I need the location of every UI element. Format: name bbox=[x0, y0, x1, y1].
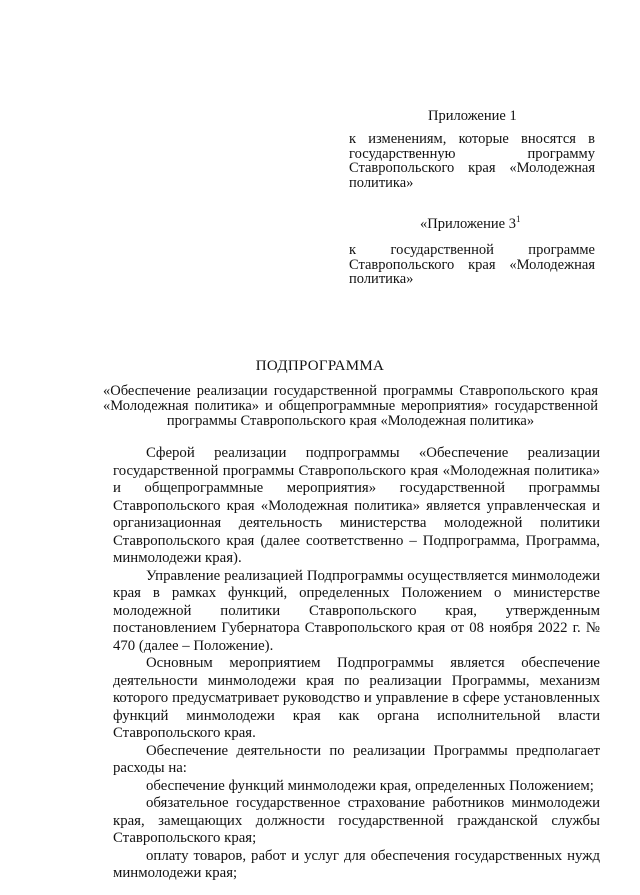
document-body bbox=[113, 445, 600, 883]
annex-1-title: Приложение 1 bbox=[428, 108, 517, 124]
paragraph-expenses-intro: Обеспечение деятельности по реализации Программы предполагает расходы на: bbox=[113, 742, 600, 776]
annex-2-superscript: 1 bbox=[515, 214, 521, 224]
document-title: ПОДПРОГРАММА bbox=[255, 358, 385, 374]
list-item-payments: оплату товаров, работ и услуг для обеспечения государственных нужд минмолодежи края; bbox=[113, 847, 600, 881]
paragraph-scope: Сферой реализации подпрограммы «Обеспечение реализации государственной программы Ставропольского края «Молодежная политика» и общепрограммные мероприятия» государственной программы Ставропольского края «Молодежная политика» является управленческая и организационная деятельность министерства молодежной политики Ставропольского края (далее соответственно – Подпрограмма, Программа, минмолодежи края). bbox=[113, 445, 600, 566]
paragraph-management: Управление реализацией Подпрограммы осуществляется минмолодежи края в рамках функций, определенных Положением о министерстве молодежной политики Ставропольского края, утвержденным постановлением Губернатора Ставропольского края от 08 ноября 2022 г. № 470 (далее – Положение). bbox=[113, 567, 600, 654]
annex-2-text: к государственной программе Ставропольского края «Молодежная политика» bbox=[349, 242, 595, 287]
list-item-insurance: обязательное государственное страхование работников минмолодежи края, замещающих должности государственной гражданской службы Ставропольского края; bbox=[113, 795, 600, 846]
annex-1-text: к изменениям, которые вносятся в государственную программу Ставропольского края «Молодежная политика» bbox=[349, 131, 595, 191]
list-item-functions: обеспечение функций минмолодежи края, определенных Положением; bbox=[146, 777, 594, 794]
annex-2-title-text: «Приложение 3 bbox=[420, 216, 516, 232]
paragraph-main-activity: Основным мероприятием Подпрограммы является обеспечение деятельности минмолодежи края по реализации Программы, механизм которого предусматривает руководство и управление в сфере установленных функций минмолодежи края как органа исполнительной власти Ставропольского края. bbox=[113, 655, 600, 741]
document-subtitle: «Обеспечение реализации государственной программы Ставропольского края «Молодежная политика» и общепрограммные мероприятия» государственной программы Ставропольского края «Молодежная политика» bbox=[103, 383, 598, 429]
annex-2-title bbox=[420, 214, 520, 233]
